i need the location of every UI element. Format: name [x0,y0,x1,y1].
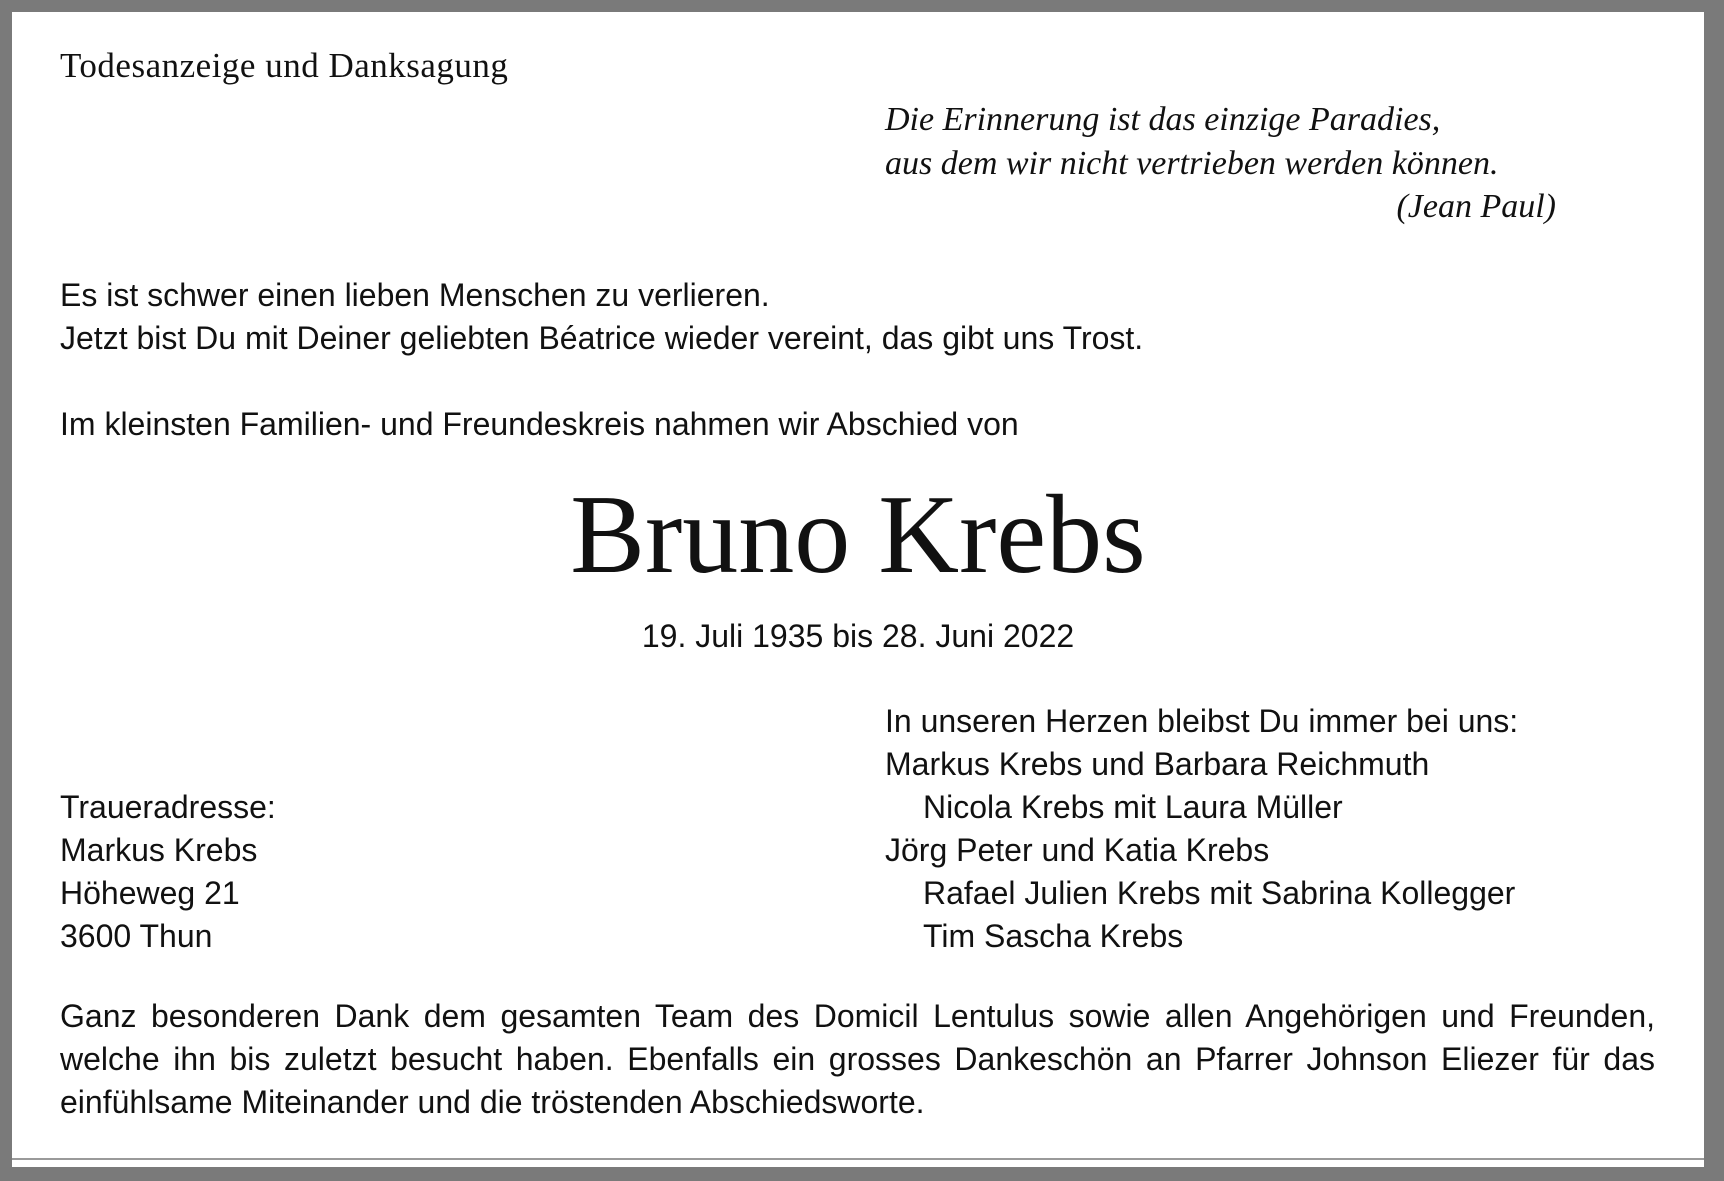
quote-line-1: Die Erinnerung ist das einzige Paradies, [885,101,1441,138]
address-name: Markus Krebs [60,832,258,868]
deceased-name: Bruno Krebs [570,473,1146,597]
family-member: Rafael Julien Krebs mit Sabrina Kollegger [923,875,1516,911]
quote-line-2: aus dem wir nicht vertrieben werden können. [885,145,1499,182]
life-dates: 19. Juli 1935 bis 28. Juni 2022 [641,618,1075,654]
quote [885,98,1498,186]
obituary-notice [12,12,1704,1167]
notice-heading: Todesanzeige und Danksagung [60,46,509,85]
family-member: Nicola Krebs mit Laura Müller [923,789,1343,825]
bottom-divider [12,1158,1704,1160]
family-member: Jörg Peter und Katia Krebs [885,832,1270,868]
family-member: Tim Sascha Krebs [923,918,1184,954]
intro-text [60,274,1143,360]
address-label: Traueradresse: [60,789,276,825]
thanks-text: Ganz besonderen Dank dem gesamten Team des Domicil Lentulus sowie allen Angehörigen und Freunden, welche ihn bis zuletzt besucht haben. Ebenfalls ein grosses Dankeschön an Pfarrer Johnson Eliezer für das einfühlsame Miteinander und die tröstenden Abschiedsworte. [60,998,1655,1120]
address-street: Höheweg 21 [60,875,240,911]
intro-line-1: Es ist schwer einen lieben Menschen zu verlieren. [60,277,770,313]
family-intro: In unseren Herzen bleibst Du immer bei uns: [885,703,1519,739]
address-city: 3600 Thun [60,918,213,954]
quote-author: (Jean Paul) [1396,188,1556,225]
farewell-line: Im kleinsten Familien- und Freundeskreis nahmen wir Abschied von [60,406,1019,442]
family-member: Markus Krebs und Barbara Reichmuth [885,746,1430,782]
intro-line-2: Jetzt bist Du mit Deiner geliebten Béatrice wieder vereint, das gibt uns Trost. [60,320,1144,356]
family-list [885,700,1518,958]
mourning-address [60,786,276,958]
